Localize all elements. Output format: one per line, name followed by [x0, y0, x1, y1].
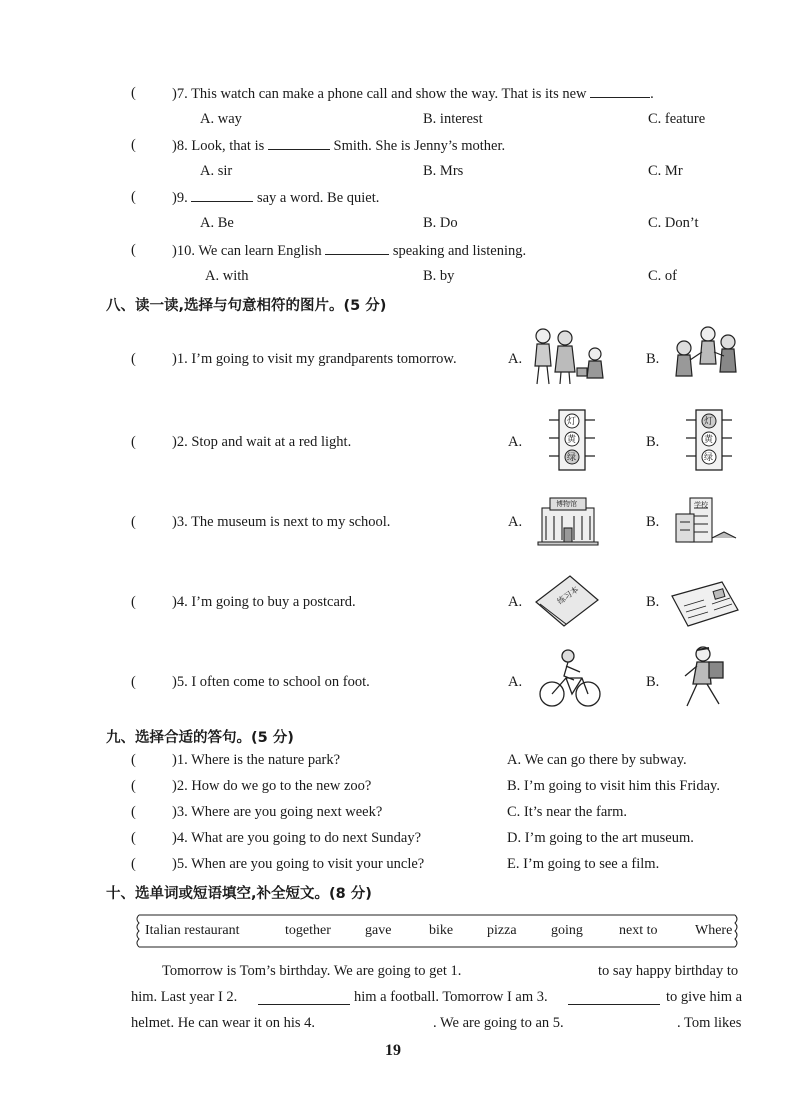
book-label: 练习本 [555, 584, 581, 607]
answer-paren[interactable]: ( [131, 242, 136, 258]
answer-paren[interactable]: ( [131, 804, 136, 820]
word-option[interactable]: gave [365, 923, 392, 938]
passage-line-3c: . Tom likes [677, 1015, 742, 1031]
passage-line-3b: . We are going to an 5. [433, 1015, 564, 1031]
option-b: B. Mrs [423, 163, 464, 179]
answer-paren[interactable]: ( [131, 351, 136, 367]
section-9-title: 九、选择合适的答句。(5 分) [106, 730, 294, 746]
fill-blank[interactable] [268, 137, 330, 150]
question-text: )8. Look, that is Smith. She is Jenny’s mother. [172, 138, 506, 154]
match-answer: D. I’m going to the art museum. [507, 830, 694, 846]
answer-paren[interactable]: ( [131, 137, 136, 153]
option-c: C. Mr [648, 163, 683, 179]
option-a-label: A. [508, 674, 523, 690]
match-answer: C. It’s near the farm. [507, 804, 627, 820]
question-text: )9. say a word. Be quiet. [172, 190, 380, 206]
option-c: C. of [648, 268, 677, 284]
picture-question-5: )5. I often come to school on foot. [172, 674, 370, 690]
light-label-yellow: 黄 [704, 434, 714, 444]
passage-line-3a: helmet. He can wear it on his 4. [131, 1015, 316, 1031]
walking-boy-image[interactable] [675, 644, 737, 712]
exercise-book-image[interactable] [530, 572, 602, 628]
word-option[interactable]: next to [619, 923, 658, 938]
option-b: B. Do [423, 215, 458, 231]
option-c: C. Don’t [648, 215, 699, 231]
passage-line-2b: him a football. Tomorrow I am 3. [354, 989, 548, 1005]
option-b-label: B. [646, 434, 660, 450]
option-a: A. way [200, 111, 242, 127]
option-b: B. by [423, 268, 455, 284]
option-b-label: B. [646, 674, 660, 690]
option-a-label: A. [508, 434, 523, 450]
question-text: )7. This watch can make a phone call and show the way. That is its new . [172, 86, 654, 102]
picture-question-1: )1. I’m going to visit my grandparents tomorrow. [172, 351, 457, 367]
cyclist-image[interactable] [538, 648, 602, 710]
fill-blank-2[interactable] [258, 992, 350, 1005]
option-b-label: B. [646, 514, 660, 530]
option-a-label: A. [508, 594, 523, 610]
passage-line-2c: to give him a [666, 989, 743, 1005]
museum-image[interactable] [536, 494, 600, 546]
light-label-green: 绿 [567, 452, 577, 462]
friends-image[interactable] [668, 322, 744, 388]
word-option[interactable]: going [551, 923, 583, 938]
traffic-light-a-image[interactable] [545, 408, 599, 472]
match-answer: A. We can go there by subway. [507, 752, 687, 768]
match-answer: E. I’m going to see a film. [507, 856, 660, 872]
light-label-red: 灯 [704, 416, 714, 426]
option-a: A. sir [200, 163, 233, 179]
light-label-red: 灯 [567, 416, 577, 426]
question-text: )10. We can learn English speaking and listening. [172, 243, 527, 259]
museum-sign: 博物馆 [556, 500, 577, 508]
school-sign: 学校 [694, 501, 708, 509]
page-number: 19 [385, 1042, 401, 1059]
option-c: C. feature [648, 111, 706, 127]
answer-paren[interactable]: ( [131, 674, 136, 690]
section-8-title: 八、读一读,选择与句意相符的图片。(5 分) [106, 298, 387, 314]
option-a-label: A. [508, 514, 523, 530]
answer-paren[interactable]: ( [131, 752, 136, 768]
picture-question-4: )4. I’m going to buy a postcard. [172, 594, 356, 610]
fill-blank[interactable] [590, 85, 650, 98]
option-a: A. Be [200, 215, 234, 231]
word-option[interactable]: bike [429, 923, 454, 938]
answer-paren[interactable]: ( [131, 189, 136, 205]
school-image[interactable] [672, 494, 740, 548]
section-10-title: 十、选单词或短语填空,补全短文。(8 分) [106, 886, 372, 902]
word-option[interactable]: together [285, 923, 331, 938]
match-question: )4. What are you going to do next Sunday? [172, 830, 421, 846]
option-a-label: A. [508, 351, 523, 367]
light-label-green: 绿 [704, 452, 714, 462]
light-label-yellow: 黄 [567, 434, 577, 444]
passage-line-2a: him. Last year I 2. [131, 989, 238, 1005]
option-a: A. with [205, 268, 249, 284]
word-option[interactable]: pizza [487, 923, 517, 938]
answer-paren[interactable]: ( [131, 594, 136, 610]
match-question: )2. How do we go to the new zoo? [172, 778, 372, 794]
option-b: B. interest [423, 111, 483, 127]
picture-question-3: )3. The museum is next to my school. [172, 514, 391, 530]
option-b-label: B. [646, 351, 660, 367]
passage-line-1b: to say happy birthday to [598, 963, 739, 979]
match-answer: B. I’m going to visit him this Friday. [507, 778, 720, 794]
match-question: )3. Where are you going next week? [172, 804, 383, 820]
answer-paren[interactable]: ( [131, 830, 136, 846]
match-question: )5. When are you going to visit your uncle? [172, 856, 425, 872]
answer-paren[interactable]: ( [131, 514, 136, 530]
answer-paren[interactable]: ( [131, 856, 136, 872]
passage-line-1a: Tomorrow is Tom’s birthday. We are going to get 1. [162, 963, 462, 979]
match-question: )1. Where is the nature park? [172, 752, 341, 768]
traffic-light-b-image[interactable] [682, 408, 736, 472]
fill-blank[interactable] [325, 242, 389, 255]
fill-blank-3[interactable] [568, 992, 660, 1005]
fill-blank[interactable] [191, 189, 253, 202]
postcard-image[interactable] [668, 578, 742, 630]
answer-paren[interactable]: ( [131, 434, 136, 450]
picture-question-2: )2. Stop and wait at a red light. [172, 434, 352, 450]
word-option[interactable]: Where [695, 923, 733, 938]
option-b-label: B. [646, 594, 660, 610]
family-visit-image[interactable] [525, 322, 617, 388]
word-option[interactable]: Italian restaurant [145, 923, 240, 938]
answer-paren[interactable]: ( [131, 85, 136, 101]
answer-paren[interactable]: ( [131, 778, 136, 794]
word-bank [133, 913, 741, 949]
